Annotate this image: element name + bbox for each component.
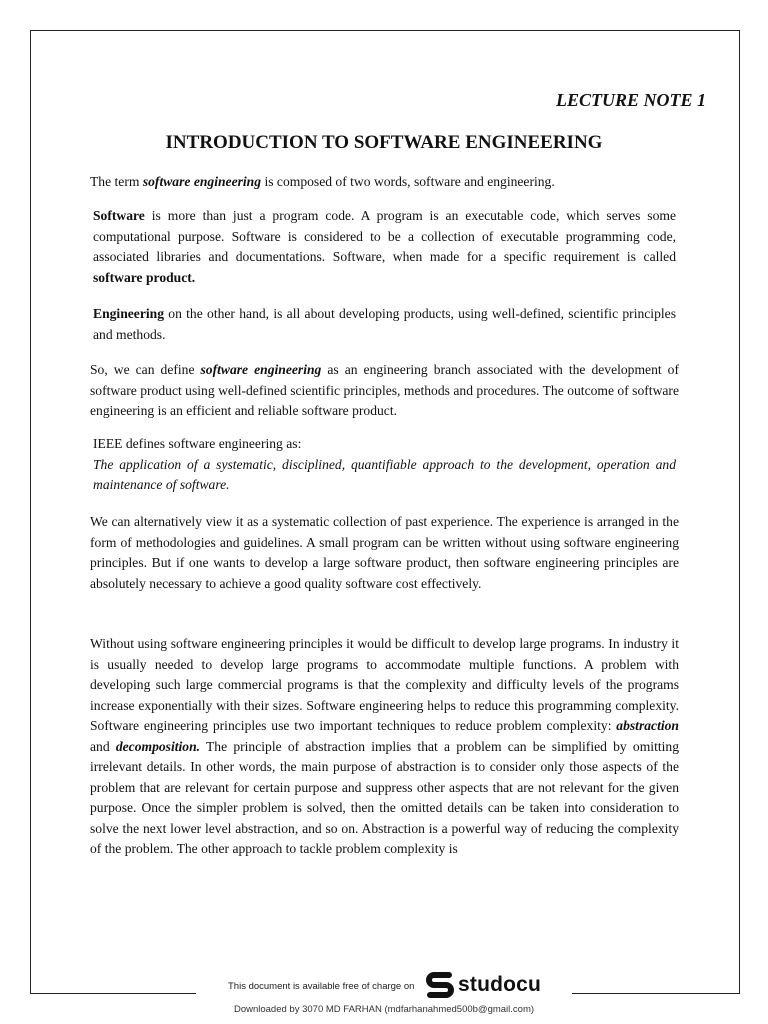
paragraph-engineering [93,304,676,345]
emphasis: abstraction [616,718,679,733]
paragraph-software [93,206,676,288]
term-bold: Software [93,208,145,223]
studocu-s-icon [425,971,455,999]
emphasis: software engineering [142,174,262,189]
paragraph-experience [90,512,679,594]
brand-name: studocu [458,973,542,996]
text: The term [90,174,143,189]
text: So, we can define [90,362,201,377]
text: IEEE defines software engineering as: [93,436,302,451]
term-bold: software product. [93,269,196,285]
availability-notice: This document is available free of charge on [228,981,415,992]
ieee-definition: The application of a systematic, disciplined, quantifiable approach to the development, operation and maintenance of software. [93,456,676,492]
text: is composed of two words, software and engineering. [261,174,555,189]
text: and [90,738,116,754]
emphasis: software engineering [200,362,322,377]
text: The principle of abstraction implies that a problem can be simplified by omitting irrelevant details. In other words, the main purpose of abstraction is to consider only those aspects of the problem that are relevant for certain purpose and suppress other aspects that are not relevant for the given purpose. Once the simpler problem is solved, then the omitted details can be taken into consideration to solve the next lower level abstraction, and so on. Abstraction is a powerful way of reducing the complexity of the problem. The other approach to tackle problem complexity is [90,738,679,856]
text: is more than just a program code. A program is an executable code, which serves some computational purpose. Software is considered to be a collection of executable programming code, associated libraries and documentations. Software, when made for a specific requirement is called [93,208,676,264]
studocu-logo[interactable] [425,970,541,1000]
page-title: INTRODUCTION TO SOFTWARE ENGINEERING [165,132,603,153]
download-attribution: Downloaded by 3070 MD FARHAN (mdfarhanahmed500b@gmail.com) [233,1004,535,1015]
paragraph-intro [90,172,680,193]
lecture-note-label: LECTURE NOTE 1 [555,90,706,110]
text: We can alternatively view it as a systematic collection of past experience. The experience is arranged in the form of methodologies and guidelines. A small program can be written without using software engineering principles. But if one wants to develop a large software product, then software engineering principles are absolutely necessary to achieve a good quality software cost effectively. [90,514,679,591]
text: as an engineering branch associated with the development of software product using well-defined scientific principles, methods and procedures. The outcome of software engineering is an efficient and reliable software product. [90,362,680,418]
paragraph-ieee [93,434,676,496]
text: Without using software engineering principles it would be difficult to develop large programs. In industry it is usually needed to develop large programs to accommodate multiple functions. A problem with developing such large commercial programs is that the complexity and difficulty levels of the programs increase exponentially with their sizes. Software engineering helps to reduce this programming complexity. Software engineering principles use two important techniques to reduce problem complexity: [90,636,679,733]
paragraph-complexity [90,634,679,860]
paragraph-definition [90,360,679,422]
emphasis: decomposition. [115,738,201,754]
text: on the other hand, is all about developing products, using well-defined, scientific principles and methods. [93,306,676,342]
term-bold: Engineering [93,306,164,321]
